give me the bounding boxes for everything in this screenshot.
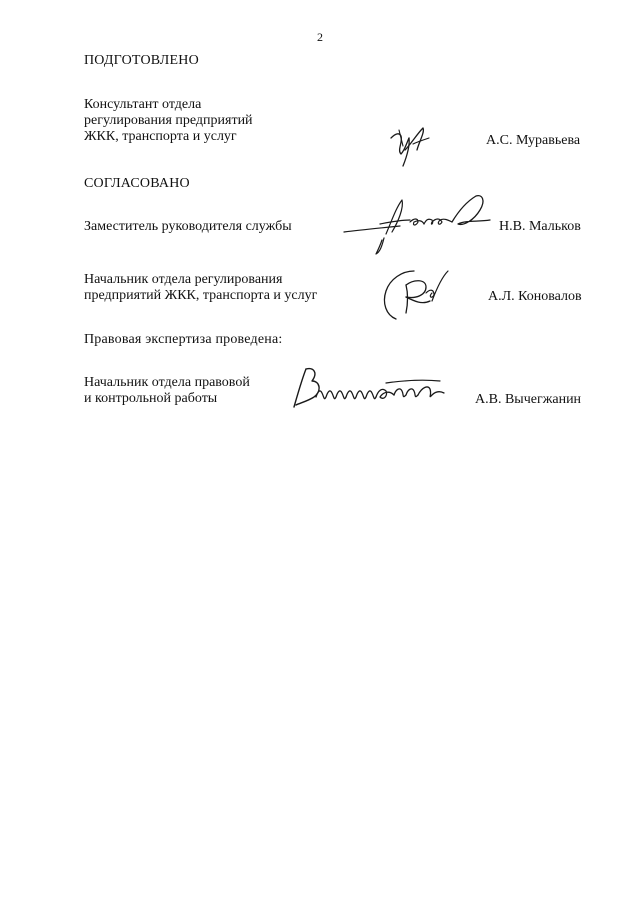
signature-malkov bbox=[340, 190, 500, 260]
prepared-position-line: Консультант отдела bbox=[84, 97, 202, 112]
legal-review-position bbox=[84, 375, 250, 407]
prepared-position-line: регулирования предприятий bbox=[84, 113, 253, 128]
prepared-position-line: ЖКК, транспорта и услуг bbox=[84, 129, 237, 144]
signature-konovalov bbox=[376, 265, 456, 325]
agreed-position-line: Заместитель руководителя службы bbox=[84, 219, 292, 234]
agreed-position-line: предприятий ЖКК, транспорта и услуг bbox=[84, 288, 318, 303]
prepared-position bbox=[84, 97, 253, 145]
agreed-position-1 bbox=[84, 219, 292, 235]
legal-review-position-line: и контрольной работы bbox=[84, 391, 218, 406]
signature-muravyeva bbox=[383, 120, 443, 170]
page-number: 2 bbox=[317, 30, 323, 44]
legal-review-position-line: Начальник отдела правовой bbox=[84, 375, 250, 390]
agreed-position-2 bbox=[84, 272, 317, 304]
signature-vychegzhanin bbox=[290, 363, 450, 413]
agreed-position-line: Начальник отдела регулирования bbox=[84, 272, 283, 287]
legal-review-name: А.В. Вычегжанин bbox=[475, 392, 582, 407]
agreed-name-2: А.Л. Коновалов bbox=[488, 289, 582, 304]
agreed-heading: СОГЛАСОВАНО bbox=[84, 176, 190, 191]
legal-review-heading: Правовая экспертиза проведена: bbox=[84, 332, 283, 347]
agreed-name-1: Н.В. Мальков bbox=[499, 219, 581, 234]
prepared-heading: ПОДГОТОВЛЕНО bbox=[84, 53, 199, 68]
prepared-name: А.С. Муравьева bbox=[486, 133, 581, 148]
